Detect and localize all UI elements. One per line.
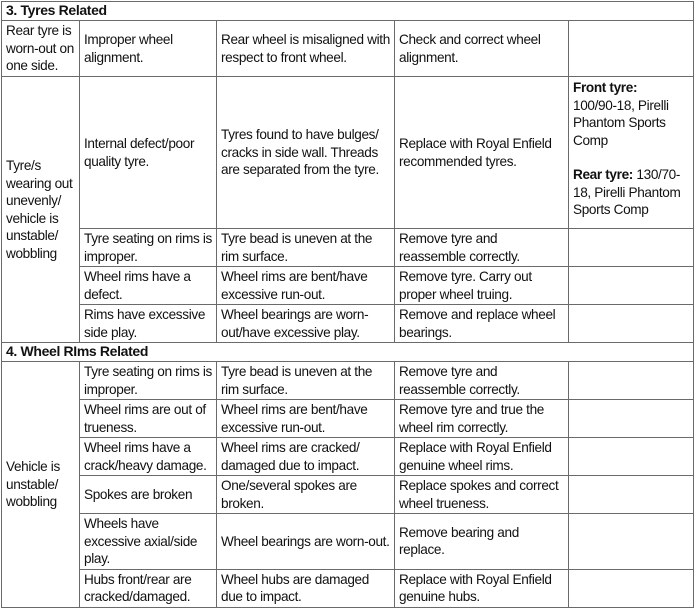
table-row (2, 21, 694, 77)
table-row (2, 514, 694, 570)
cause-cell: Wheel rims have a crack/heavy damage. (80, 438, 217, 476)
detail-cell: Wheel rims are cracked/ damaged due to impact. (217, 438, 395, 476)
front-tyre-label: Front tyre: (573, 80, 638, 95)
remedy-cell: Remove and replace wheel bearings. (395, 305, 569, 343)
remedy-cell: Remove tyre. Carry out proper wheel truing. (395, 267, 569, 305)
remedy-cell: Check and correct wheel alignment. (395, 21, 569, 77)
spec-cell-empty (569, 362, 694, 400)
spec-cell-empty (569, 21, 694, 77)
detail-cell: Wheel bearings are worn-out. (217, 514, 395, 570)
detail-cell: Tyre bead is uneven at the rim surface. (217, 362, 395, 400)
cause-cell: Improper wheel alignment. (80, 21, 217, 77)
front-tyre-value: 100/90-18, Pirelli Phantom Sports Comp (573, 97, 669, 148)
remedy-cell: Replace spokes and correct wheel trueness. (395, 476, 569, 514)
spec-cell-empty (569, 569, 694, 607)
section-header-row (2, 2, 694, 21)
cause-cell: Tyre seating on rims is improper. (80, 362, 217, 400)
rear-tyre-spec (573, 166, 690, 219)
remedy-cell: Remove tyre and reassemble correctly. (395, 362, 569, 400)
section-title-rims: 4. Wheel RIms Related (2, 343, 694, 362)
table-row (2, 77, 694, 229)
spec-cell-empty (569, 438, 694, 476)
section-title-tyres: 3. Tyres Related (2, 2, 694, 21)
remedy-cell: Replace with Royal Enfield genuine wheel rims. (395, 438, 569, 476)
table-row (2, 569, 694, 607)
group-symptom-cell: Tyre/s wearing out unevenly/ vehicle is unstable/ wobbling (2, 77, 80, 343)
spec-cell-empty (569, 514, 694, 570)
table-row (2, 400, 694, 438)
remedy-cell: Remove tyre and true the wheel rim correctly. (395, 400, 569, 438)
symptom-cell: Rear tyre is worn-out on one side. (2, 21, 80, 77)
section-header-row (2, 343, 694, 362)
table-row (2, 267, 694, 305)
spec-cell-empty (569, 400, 694, 438)
remedy-cell: Remove tyre and reassemble correctly. (395, 229, 569, 267)
cause-cell: Wheel rims have a defect. (80, 267, 217, 305)
spec-cell-empty (569, 229, 694, 267)
detail-cell: Tyres found to have bulges/ cracks in side wall. Threads are separated from the tyre. (217, 77, 395, 229)
detail-cell: Wheel rims are bent/have excessive run-out. (217, 267, 395, 305)
spec-cell-empty (569, 267, 694, 305)
detail-cell: Rear wheel is misaligned with respect to front wheel. (217, 21, 395, 77)
detail-cell: Tyre bead is uneven at the rim surface. (217, 229, 395, 267)
front-tyre-spec (573, 79, 690, 149)
table-row (2, 229, 694, 267)
detail-cell: Wheel hubs are damaged due to impact. (217, 569, 395, 607)
spec-cell-empty (569, 476, 694, 514)
troubleshooting-table (1, 1, 694, 608)
detail-cell: One/several spokes are broken. (217, 476, 395, 514)
table-row (2, 476, 694, 514)
group-symptom-cell: Vehicle is unstable/ wobbling (2, 362, 80, 608)
table-row (2, 305, 694, 343)
cause-cell: Wheel rims are out of trueness. (80, 400, 217, 438)
rear-tyre-value: 130/70-18, Pirelli Phantom Sports Comp (573, 167, 681, 217)
remedy-cell: Remove bearing and replace. (395, 514, 569, 570)
table-row (2, 362, 694, 400)
table-row (2, 438, 694, 476)
rear-tyre-label: Rear tyre: (573, 167, 633, 182)
detail-cell: Wheel bearings are worn-out/have excessive play. (217, 305, 395, 343)
cause-cell: Hubs front/rear are cracked/damaged. (80, 569, 217, 607)
cause-cell: Internal defect/poor quality tyre. (80, 77, 217, 229)
cause-cell: Rims have excessive side play. (80, 305, 217, 343)
spec-cell-empty (569, 305, 694, 343)
cause-cell: Tyre seating on rims is improper. (80, 229, 217, 267)
tyre-spec-cell (569, 77, 694, 229)
cause-cell: Wheels have excessive axial/side play. (80, 514, 217, 570)
remedy-cell: Replace with Royal Enfield genuine hubs. (395, 569, 569, 607)
detail-cell: Wheel rims are bent/have excessive run-out. (217, 400, 395, 438)
cause-cell: Spokes are broken (80, 476, 217, 514)
remedy-cell: Replace with Royal Enfield recommended tyres. (395, 77, 569, 229)
